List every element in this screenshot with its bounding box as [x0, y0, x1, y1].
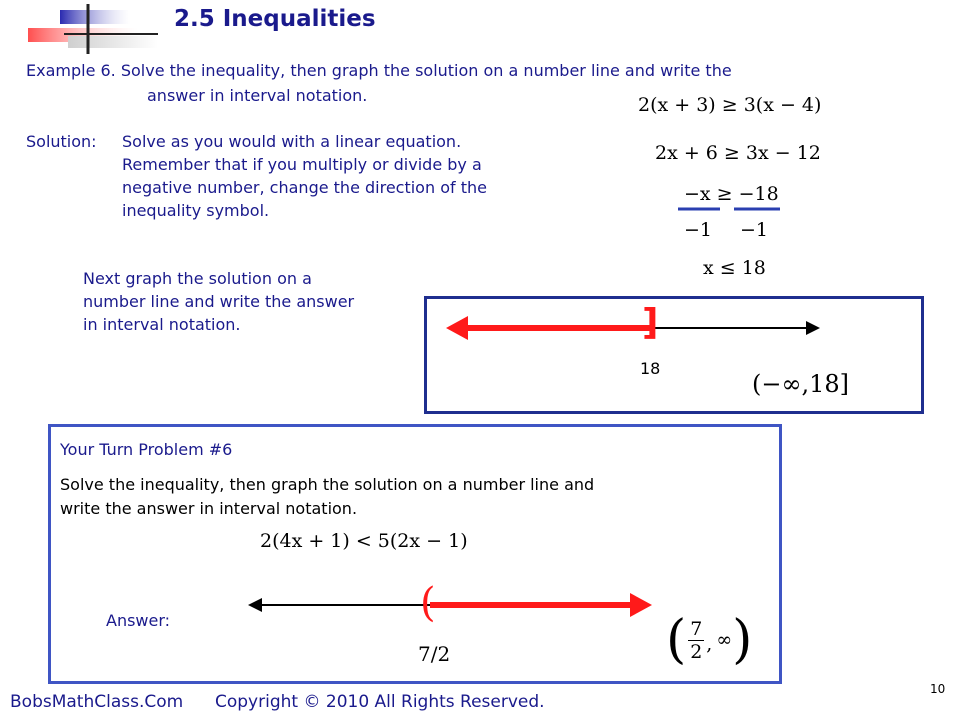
- header-decoration: [0, 0, 170, 60]
- footer-site: BobsMathClass.Com: [10, 692, 184, 712]
- step-1: 2(x + 3) ≥ 3(x − 4): [638, 94, 822, 116]
- number-line-1-right-arrowhead: [806, 321, 820, 335]
- next-line: Next graph the solution on a: [83, 269, 312, 288]
- step-4-divisor-right: −1: [740, 219, 769, 241]
- footer-copyright: Copyright © 2010 All Rights Reserved.: [215, 692, 545, 712]
- interval-left-paren: (: [666, 610, 687, 670]
- next-line: in interval notation.: [83, 315, 241, 334]
- interval-right-paren: ): [732, 610, 753, 670]
- number-line-2-left-arrowhead: [248, 598, 262, 612]
- example-line-1: Example 6. Solve the inequality, then graph the solution on a number line and write the: [26, 61, 732, 80]
- infinity-symbol: ∞: [716, 629, 733, 651]
- your-turn-title: Your Turn Problem #6: [60, 440, 233, 459]
- your-turn-problem: 2(4x + 1) < 5(2x − 1): [260, 530, 468, 552]
- solution-text: [122, 130, 487, 222]
- step-4-divisor-left: −1: [684, 219, 713, 241]
- page-number: 10: [930, 682, 946, 696]
- interval-answer-1: (−∞,18]: [752, 370, 849, 398]
- next-line: number line and write the answer: [83, 292, 355, 311]
- tick-label-7-2: 7/2: [418, 642, 451, 666]
- answer-label: Answer:: [106, 611, 171, 630]
- deco-gray-bar: [68, 36, 158, 48]
- step-3: −x ≥ −18: [684, 183, 779, 205]
- interval-answer-2: [666, 610, 752, 670]
- solution-line: Solve as you would with a linear equation.: [122, 132, 462, 151]
- your-turn-line-2: write the answer in interval notation.: [60, 499, 358, 518]
- fraction: [688, 618, 704, 663]
- solution-label: Solution:: [26, 132, 97, 151]
- solution-line: inequality symbol.: [122, 201, 270, 220]
- fraction-denominator: 2: [690, 640, 703, 663]
- number-line-2: [240, 588, 660, 628]
- division-bars: [676, 205, 786, 213]
- example-line-2: answer in interval notation.: [147, 86, 368, 105]
- interval-separator: ,: [706, 633, 713, 655]
- solution-ray-2-arrowhead: [630, 593, 652, 617]
- solution-line: Remember that if you multiply or divide by a: [122, 155, 482, 174]
- your-turn-line-1: Solve the inequality, then graph the solution on a number line and: [60, 475, 595, 494]
- tick-label-18: 18: [640, 359, 661, 378]
- solution-line: negative number, change the direction of the: [122, 178, 487, 197]
- deco-blue-bar: [60, 10, 130, 24]
- open-paren: (: [420, 580, 436, 626]
- step-2: 2x + 6 ≥ 3x − 12: [655, 142, 821, 164]
- closed-bracket: ]: [642, 302, 659, 343]
- fraction-numerator: 7: [690, 617, 703, 640]
- page-title: 2.5 Inequalities: [174, 6, 376, 32]
- solution-ray-1-arrowhead: [446, 316, 468, 340]
- step-5: x ≤ 18: [703, 257, 766, 279]
- next-text: [83, 267, 354, 336]
- number-line-1: [440, 308, 830, 348]
